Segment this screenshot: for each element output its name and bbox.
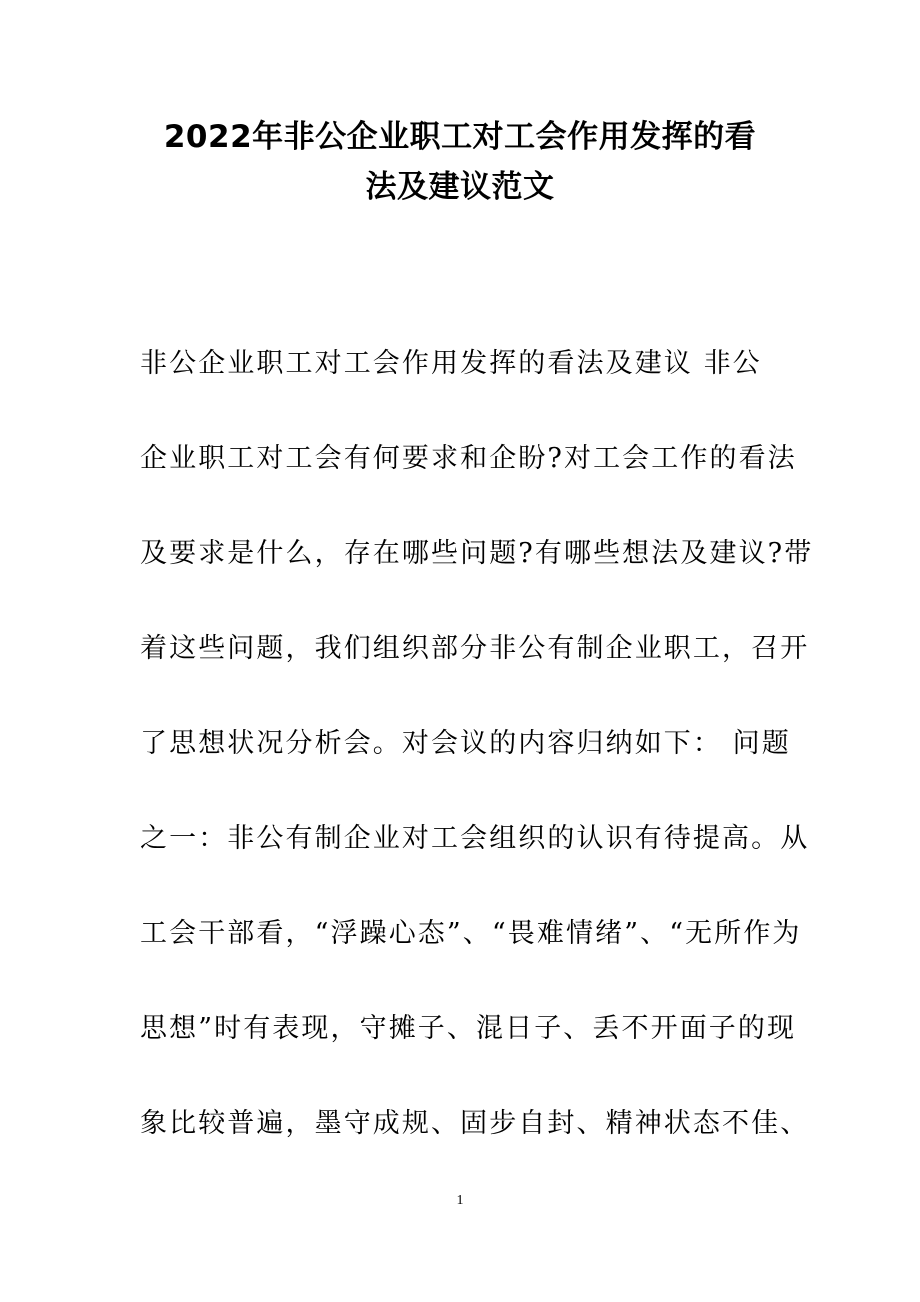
- body-line-3: 及要求是什么，存在哪些问题?有哪些想法及建议?带: [140, 538, 814, 569]
- body-line-2: 企业职工对工会有何要求和企盼?对工会工作的看法: [140, 443, 797, 474]
- page-title: [140, 112, 780, 212]
- title-line-1: 2022年非公企业职工对工会作用发挥的看: [163, 119, 757, 155]
- body-line-6: 之一：非公有制企业对工会组织的认识有待提高。从: [140, 823, 810, 854]
- body-line-5: 了思想状况分析会。对会议的内容归纳如下： 问题: [140, 728, 791, 759]
- body-text: [140, 340, 814, 1195]
- body-line-8: 思想”时有表现，守摊子、混日子、丢不开面子的现: [140, 1013, 797, 1044]
- body-line-4: 着这些问题，我们组织部分非公有制企业职工，召开: [140, 633, 810, 664]
- title-line-2: 法及建议范文: [365, 169, 555, 205]
- body-line-9: 象比较普遍，墨守成规、固步自封、精神状态不佳、: [140, 1108, 810, 1139]
- body-line-1: 非公企业职工对工会作用发挥的看法及建议 非公: [140, 348, 762, 379]
- body-line-7: 工会干部看，“浮躁心态”、“畏难情绪”、“无所作为: [140, 918, 802, 949]
- page-number: 1: [456, 1193, 464, 1208]
